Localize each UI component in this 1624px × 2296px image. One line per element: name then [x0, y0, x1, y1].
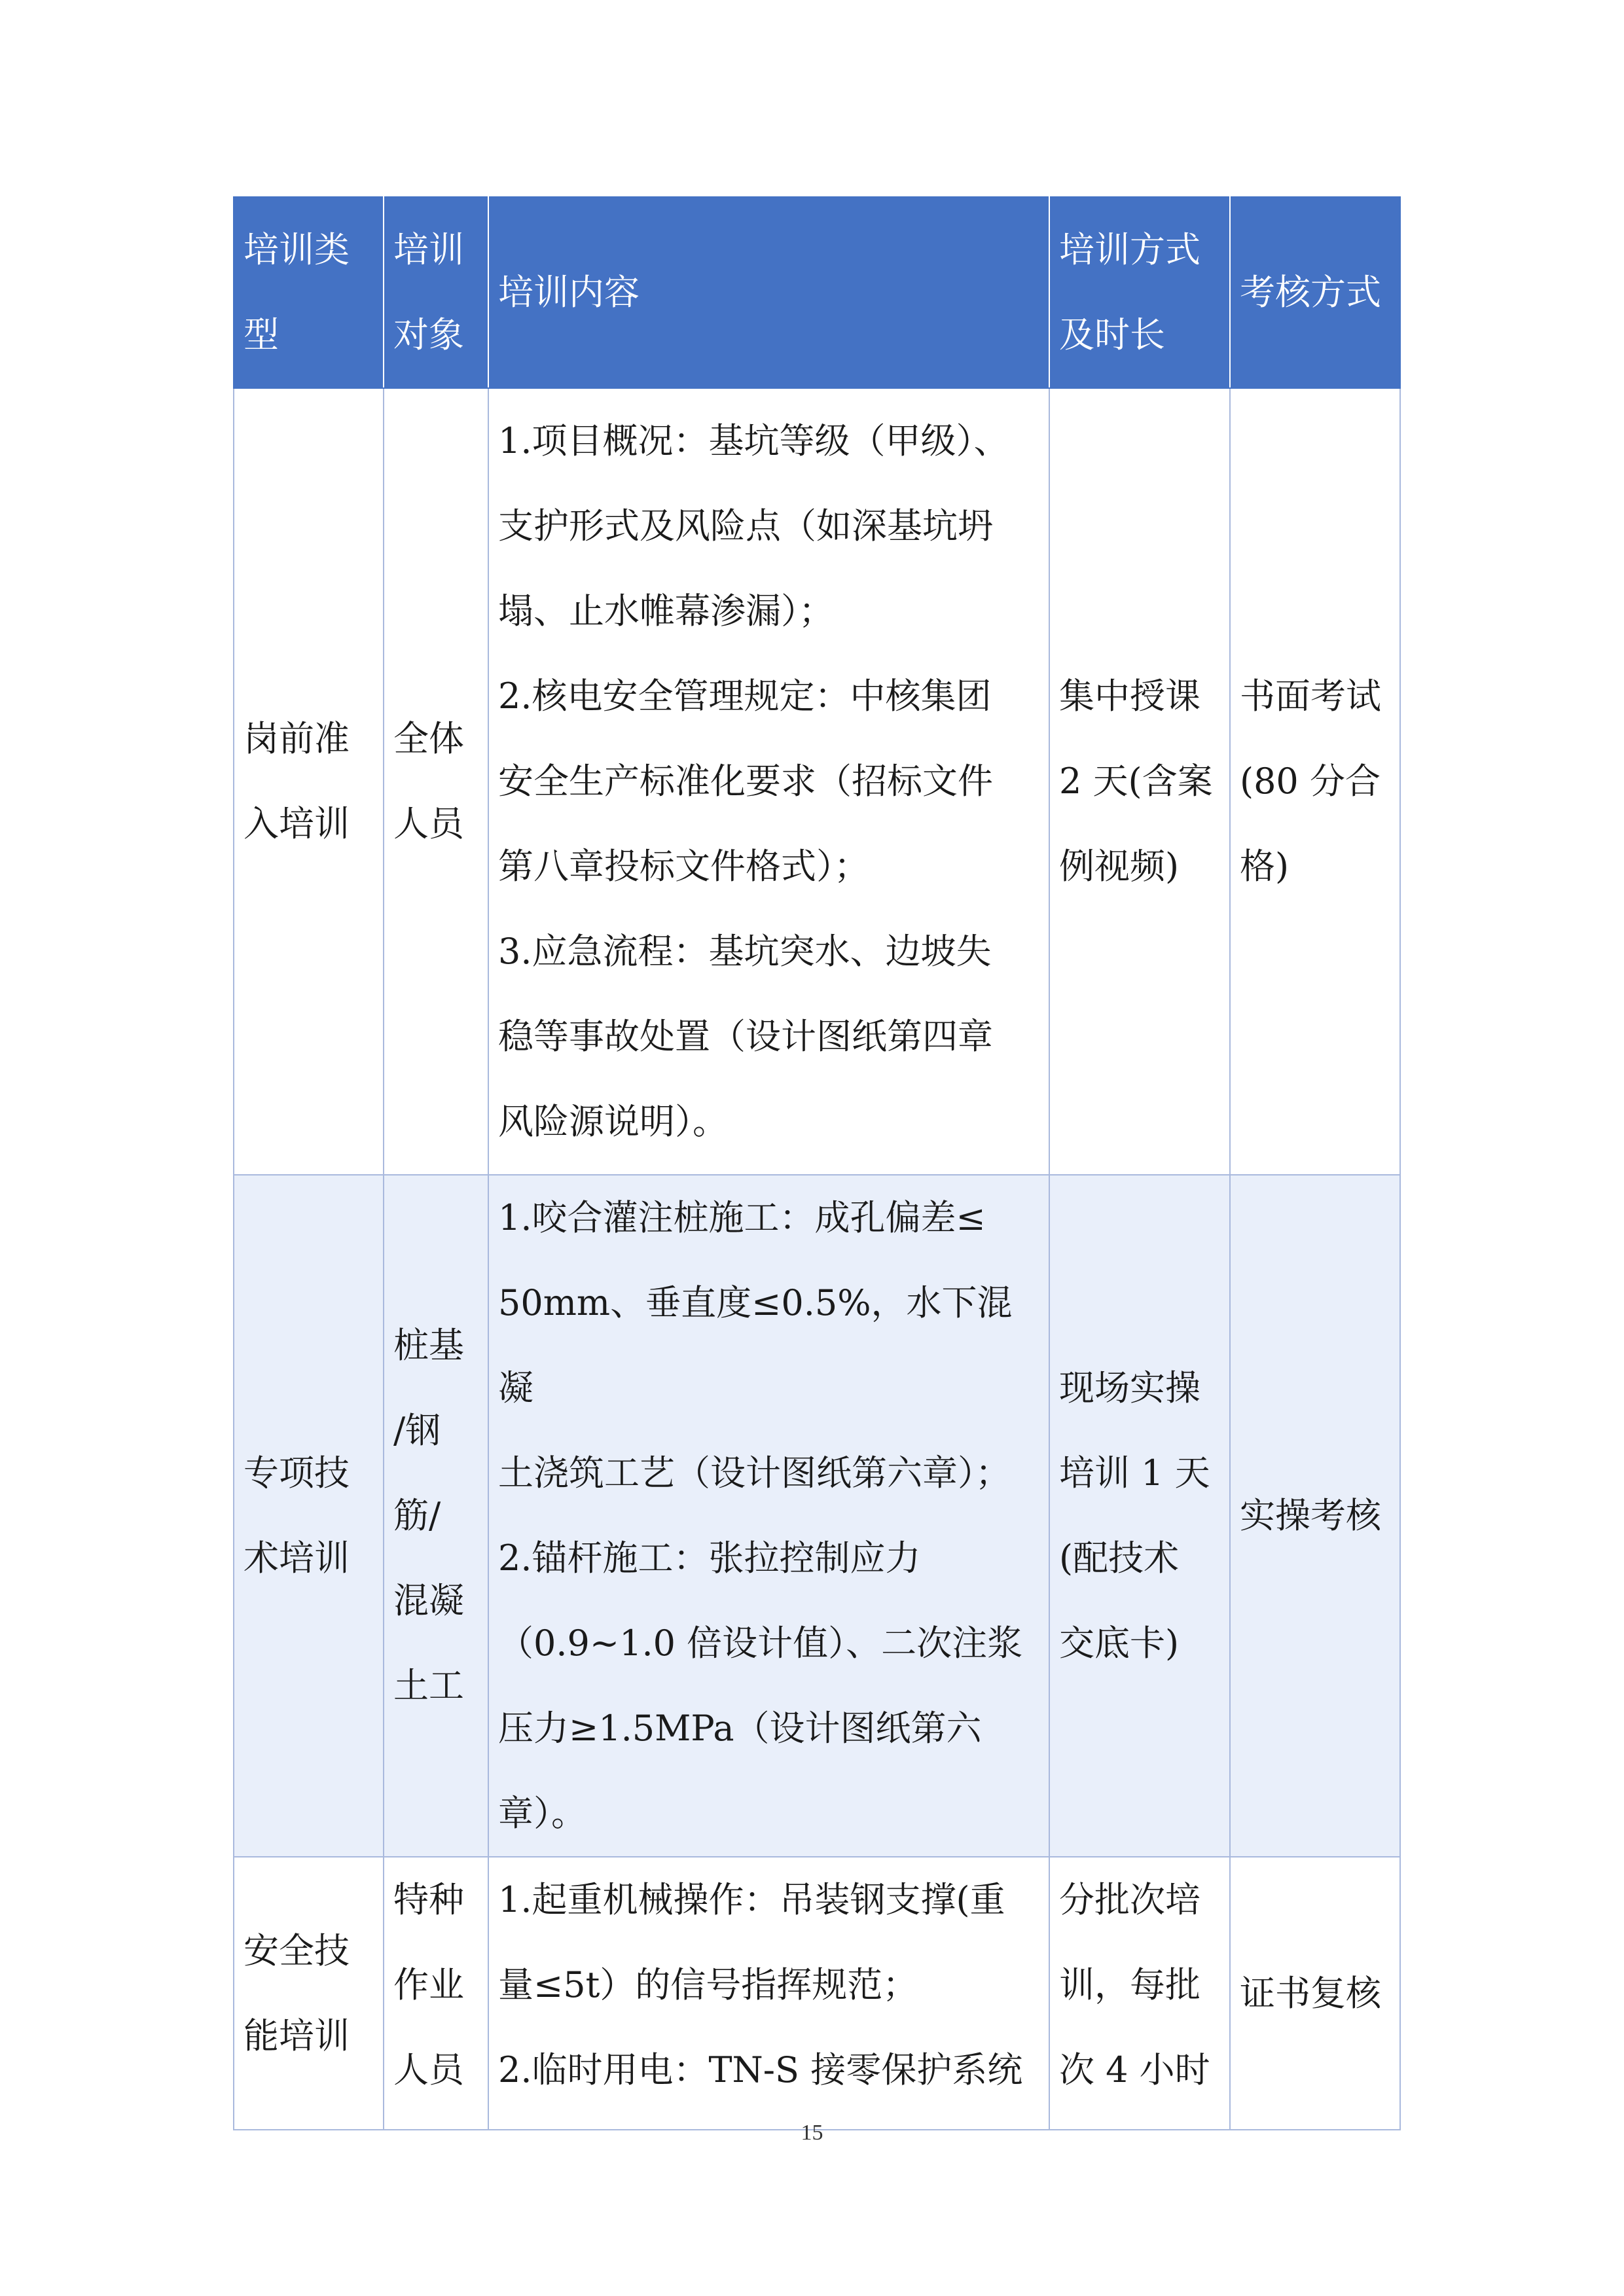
table-row [234, 1857, 1400, 2130]
header-training-method: 培训方式 及时长 [1049, 197, 1230, 388]
cell-assessment: 实操考核 [1230, 1175, 1400, 1857]
header-training-target: 培训 对象 [384, 197, 488, 388]
cell-content: 1.起重机械操作：吊装钢支撑(重 量≤5t）的信号指挥规范； 2.临时用电：TN-S 接零保护系统 [488, 1857, 1049, 2130]
cell-content: 1.项目概况：基坑等级（甲级）、 支护形式及风险点（如深基坑坍 塌、止水帷幕渗漏）； 2.核电安全管理规定：中核集团 安全生产标准化要求（招标文件 第八章投标文件格式）； 3.应急流程：基坑突水、边坡失 稳等事故处置（设计图纸第四章 风险源说明）。 [488, 388, 1049, 1175]
table-row [234, 1175, 1400, 1857]
header-training-content: 培训内容 [488, 197, 1049, 388]
cell-target: 特种 作业 人员 [384, 1857, 488, 2130]
header-assessment-method: 考核方式 [1230, 197, 1400, 388]
cell-type: 安全技 能培训 [234, 1857, 384, 2130]
cell-type: 专项技 术培训 [234, 1175, 384, 1857]
training-plan-table [233, 196, 1401, 2130]
page-number: 15 [801, 2121, 823, 2145]
cell-method: 分批次培 训，每批 次 4 小时 [1049, 1857, 1230, 2130]
table-row [234, 388, 1400, 1175]
cell-content: 1.咬合灌注桩施工：成孔偏差≤ 50mm、垂直度≤0.5%，水下混凝 土浇筑工艺（设计图纸第六章）； 2.锚杆施工：张拉控制应力 （0.9~1.0 倍设计值）、二次注浆 压力≥1.5MPa（设计图纸第六 章）。 [488, 1175, 1049, 1857]
cell-assessment: 证书复核 [1230, 1857, 1400, 2130]
cell-assessment: 书面考试 (80 分合 格) [1230, 388, 1400, 1175]
cell-method: 现场实操 培训 1 天 (配技术 交底卡) [1049, 1175, 1230, 1857]
cell-target: 桩基 /钢 筋/ 混凝 土工 [384, 1175, 488, 1857]
cell-type: 岗前准 入培训 [234, 388, 384, 1175]
cell-method: 集中授课 2 天(含案 例视频) [1049, 388, 1230, 1175]
table-header-row [234, 197, 1400, 388]
cell-target: 全体 人员 [384, 388, 488, 1175]
header-training-type: 培训类 型 [234, 197, 384, 388]
